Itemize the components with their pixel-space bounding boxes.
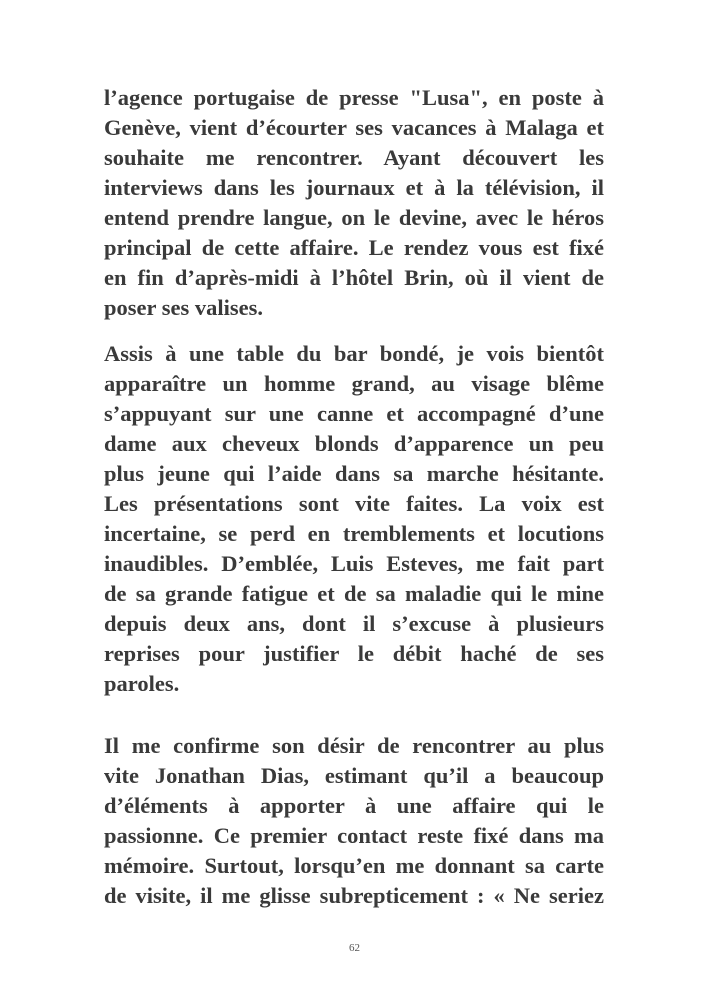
text-line: de visite, il me glisse subrepticement : « Ne seriez <box>104 883 604 908</box>
text-line: reprises pour justifier le débit haché de ses <box>104 641 604 666</box>
text-line: Assis à une table du bar bondé, je vois bientôt <box>104 341 604 366</box>
text-line: Les présentations sont vite faites. La voix est <box>104 491 604 516</box>
text-line: dame aux cheveux blonds d’apparence un peu <box>104 431 604 456</box>
text-line: paroles. <box>104 671 180 696</box>
text-line: poser ses valises. <box>104 295 263 320</box>
text-line: en fin d’après-midi à l’hôtel Brin, où il vient de <box>104 265 604 290</box>
text-line: souhaite me rencontrer. Ayant découvert les <box>104 145 604 170</box>
text-line: d’éléments à apporter à une affaire qui le <box>104 793 604 818</box>
text-line: interviews dans les journaux et à la télévision, il <box>104 175 604 200</box>
text-line: Genève, vient d’écourter ses vacances à Malaga et <box>104 115 604 140</box>
text-line: depuis deux ans, dont il s’excuse à plusieurs <box>104 611 604 636</box>
text-line: de sa grande fatigue et de sa maladie qui le mine <box>104 581 604 606</box>
text-line: incertaine, se perd en tremblements et locutions <box>104 521 604 546</box>
text-line: s’appuyant sur une canne et accompagné d’une <box>104 401 604 426</box>
text-line: apparaître un homme grand, au visage blême <box>104 371 604 396</box>
paragraph-1 <box>104 83 604 323</box>
page-number: 62 <box>349 942 360 954</box>
text-line: entend prendre langue, on le devine, avec le héros <box>104 205 604 230</box>
paragraph-3 <box>104 731 604 911</box>
text-line: passionne. Ce premier contact reste fixé dans ma <box>104 823 604 848</box>
paragraph-2 <box>104 339 604 699</box>
text-line: l’agence portugaise de presse "Lusa", en poste à <box>104 85 604 110</box>
text-line: principal de cette affaire. Le rendez vous est fixé <box>104 235 604 260</box>
text-line: vite Jonathan Dias, estimant qu’il a beaucoup <box>104 763 604 788</box>
text-line: Il me confirme son désir de rencontrer au plus <box>104 733 604 758</box>
text-line: inaudibles. D’emblée, Luis Esteves, me fait part <box>104 551 604 576</box>
text-line: mémoire. Surtout, lorsqu’en me donnant sa carte <box>104 853 604 878</box>
text-line: plus jeune qui l’aide dans sa marche hésitante. <box>104 461 604 486</box>
